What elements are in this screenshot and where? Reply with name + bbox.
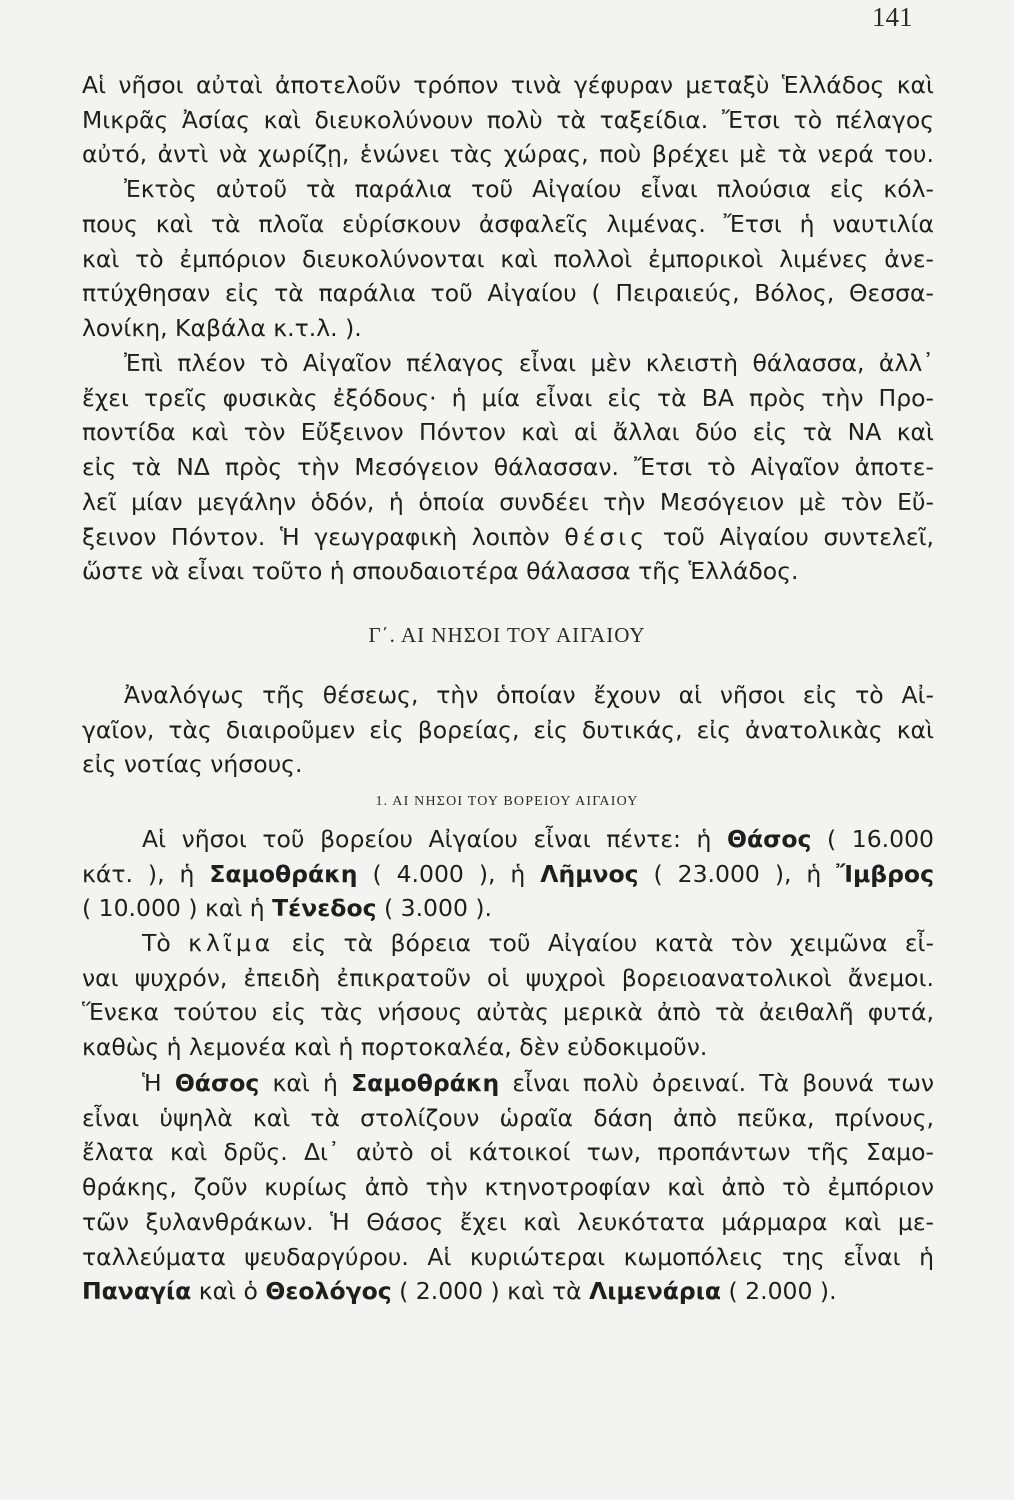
- text-line: Ἀναλόγως τῆς θέσεως, τὴν ὁποίαν ἔχουν αἱ νῆσοι εἰς τὸ Αἰ-: [124, 681, 934, 709]
- text-span: ( 2.000 ).: [721, 1277, 837, 1306]
- text-line: ναι ψυχρόν, ἐπειδὴ ἐπικρατοῦν οἱ ψυχροὶ βορειοανατολικοὶ ἄνεμοι.: [82, 963, 934, 992]
- emphasized-word: κλῖμα: [188, 929, 275, 957]
- island-name: Ἴμβρος: [836, 859, 935, 888]
- text-line: γαῖον, τὰς διαιροῦμεν εἰς βορείας, εἰς δυτικάς, εἰς ἀνατολικὰς καὶ: [82, 715, 934, 744]
- text-span: ( 16.000: [811, 825, 934, 853]
- town-name: Λιμενάρια: [589, 1277, 722, 1306]
- text-line: πους καὶ τὰ πλοῖα εὑρίσκουν ἀσφαλεῖς λιμένας. Ἔτσι ἡ ναυτιλία: [82, 209, 934, 238]
- text-span: ( 3.000 ).: [376, 894, 493, 923]
- text-line: Μικρᾶς Ἀσίας καὶ διευκολύνουν πολὺ τὰ ταξείδια. Ἔτσι τὸ πέλαγος: [82, 105, 934, 134]
- island-name: Θάσος: [174, 1069, 260, 1097]
- island-name: Τένεδος: [272, 894, 377, 923]
- text-line: [82, 926, 934, 961]
- section-heading: Γ΄. ΑΙ ΝΗΣΟΙ ΤΟΥ ΑΙΓΑΙΟΥ: [368, 623, 646, 647]
- island-name: Θάσος: [726, 825, 812, 853]
- text-line: καθὼς ἡ λεμονέα καὶ ἡ πορτοκαλέα, δὲν εὐδοκιμοῦν.: [82, 1033, 708, 1062]
- text-span: Αἱ νῆσοι τοῦ βορείου Αἰγαίου εἶναι πέντε: ἡ: [142, 825, 727, 853]
- text-span: ( 23.000 ), ἡ: [638, 859, 837, 888]
- text-line: πτύχθησαν εἰς τὰ παράλια τοῦ Αἰγαίου ( Πειραιεύς, Βόλος, Θεσσα-: [82, 279, 934, 308]
- island-name: Σαμοθράκη: [209, 859, 358, 888]
- text-line: εἰς τὰ ΝΔ πρὸς τὴν Μεσόγειον θάλασσαν. Ἔτσι τὸ Αἰγαῖον ἀποτε-: [82, 453, 934, 482]
- text-span: τοῦ Αἰγαίου συντελεῖ,: [648, 522, 934, 551]
- text-line: [82, 857, 934, 892]
- paragraph-northern-islands: [82, 822, 934, 926]
- text-line: εἰς νοτίας νήσους.: [82, 750, 303, 779]
- text-line: [82, 1274, 934, 1309]
- text-line: ποντίδα καὶ τὸν Εὔξεινον Πόντον καὶ αἱ ἄλλαι δύο εἰς τὰ ΝΑ καὶ: [82, 418, 934, 447]
- town-name: Παναγία: [82, 1277, 192, 1306]
- island-name: Λῆμνος: [540, 859, 639, 888]
- text-line: τῶν ξυλανθράκων. Ἡ Θάσος ἔχει καὶ λευκότατα μάρμαρα καὶ με-: [82, 1207, 934, 1236]
- paragraph-thasos-samothrace: [82, 1066, 934, 1309]
- text-line: [82, 891, 934, 926]
- text-line: ὥστε νὰ εἶναι τοῦτο ἡ σπουδαιοτέρα θάλασσα τῆς Ἑλλάδος.: [82, 557, 799, 586]
- text-line: [82, 520, 934, 555]
- town-name: Θεολόγος: [265, 1277, 392, 1306]
- text-span: Τὸ: [142, 929, 189, 957]
- text-span: ξεινον Πόντον. Ἡ γεωγραφικὴ λοιπὸν: [82, 522, 565, 551]
- paragraph-climate: [82, 926, 934, 1065]
- text-span: καὶ ὁ: [191, 1277, 266, 1306]
- paragraph-island-division: [82, 678, 934, 782]
- emphasized-word: θέσις: [564, 522, 649, 551]
- text-span: κάτ. ), ἡ: [82, 859, 210, 888]
- text-span: Ἡ: [142, 1069, 175, 1097]
- text-line: καὶ τὸ ἐμπόριον διευκολύνονται καὶ πολλοὶ ἐμπορικοὶ λιμένες ἀνε-: [82, 244, 934, 273]
- text-line: ἔλατα καὶ δρῦς. Δι᾽ αὐτὸ οἱ κάτοικοί των, προπάντων τῆς Σαμο-: [82, 1138, 934, 1167]
- text-span: εἰς τὰ βόρεια τοῦ Αἰγαίου κατὰ τὸν χειμῶνα εἶ-: [274, 929, 934, 957]
- text-span: εἶναι πολὺ ὀρειναί. Τὰ βουνά των: [499, 1069, 934, 1097]
- text-span: ( 10.000 ) καὶ ἡ: [82, 894, 273, 923]
- paragraph-islands-bridge: [82, 68, 934, 346]
- text-line: [82, 1066, 934, 1101]
- text-line: λεῖ μίαν μεγάλην ὁδόν, ἡ ὁποία συνδέει τὴν Μεσόγειον μὲ τὸν Εὔ-: [82, 487, 934, 516]
- text-span: ( 2.000 ) καὶ τὰ: [391, 1277, 590, 1306]
- text-line: ἔχει τρεῖς φυσικὰς ἐξόδους· ἡ μία εἶναι εἰς τὰ ΒΑ πρὸς τὴν Προ-: [82, 383, 934, 412]
- text-span: ( 4.000 ), ἡ: [357, 859, 541, 888]
- text-line: ταλλεύματα ψευδαργύρου. Αἱ κυριώτεραι κωμοπόλεις της εἶναι ἡ: [82, 1242, 934, 1271]
- text-line: εἶναι ὑψηλὰ καὶ τὰ στολίζουν ὡραῖα δάση ἀπὸ πεῦκα, πρίνους,: [82, 1103, 934, 1132]
- text-line: αὐτό, ἀντὶ νὰ χωρίζῃ, ἑνώνει τὰς χώρας, ποὺ βρέχει μὲ τὰ νερά του.: [82, 140, 934, 169]
- subsection-heading: 1. ΑΙ ΝΗΣΟΙ ΤΟΥ ΒΟΡΕΙΟΥ ΑΙΓΑΙΟΥ: [375, 794, 639, 809]
- text-line: Αἱ νῆσοι αὐταὶ ἀποτελοῦν τρόπον τινὰ γέφυραν μεταξὺ Ἑλλάδος καὶ: [82, 71, 934, 99]
- text-line: Ἕνεκα τούτου εἰς τὰς νήσους αὐτὰς μερικὰ ἀπὸ τὰ ἀειθαλῆ φυτά,: [82, 998, 934, 1027]
- text-line: [82, 822, 934, 857]
- island-name: Σαμοθράκη: [351, 1069, 500, 1097]
- paragraph-aegean-exits: [82, 346, 934, 589]
- text-span: καὶ ἡ: [259, 1069, 352, 1097]
- text-line: θράκης, ζοῦν κυρίως ἀπὸ τὴν κτηνοτροφίαν καὶ ἀπὸ τὸ ἐμπόριον: [82, 1173, 934, 1202]
- text-line: λονίκη, Καβάλα κ.τ.λ. ).: [82, 313, 362, 342]
- page-number: 141: [872, 2, 913, 32]
- text-line: Ἐπὶ πλέον τὸ Αἰγαῖον πέλαγος εἶναι μὲν κλειστὴ θάλασσα, ἀλλ᾽: [124, 349, 934, 377]
- text-line: Ἐκτὸς αὐτοῦ τὰ παράλια τοῦ Αἰγαίου εἶναι πλούσια εἰς κόλ-: [124, 175, 934, 204]
